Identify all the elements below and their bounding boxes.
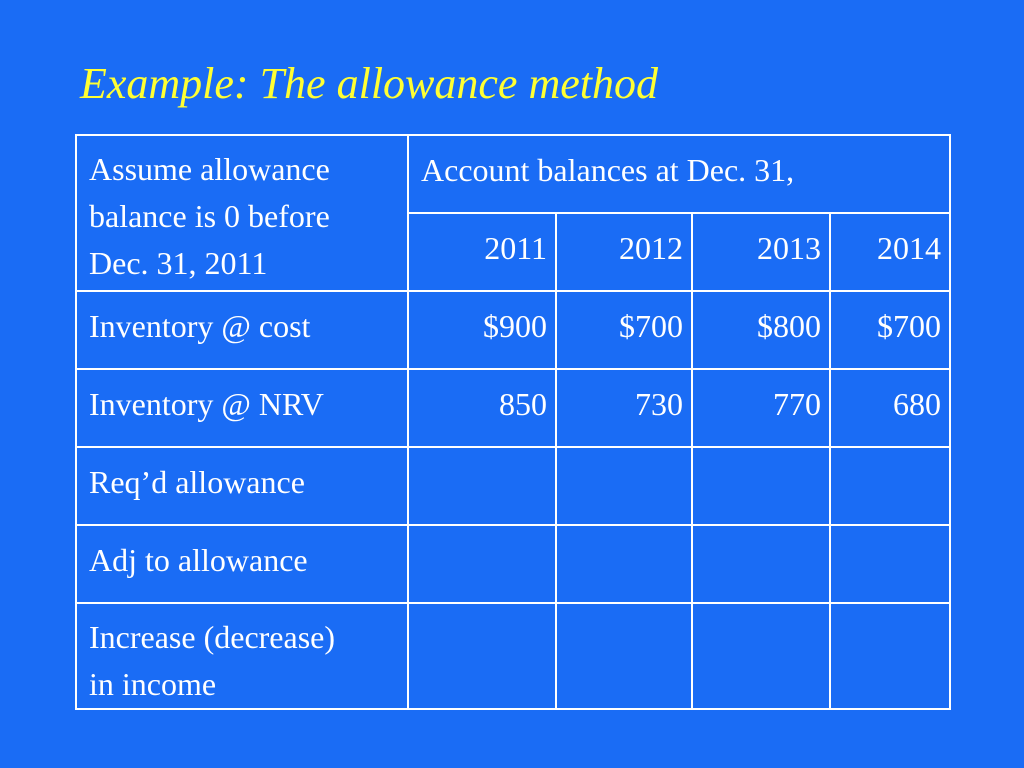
row-label: Req’d allowance [76,447,408,525]
row-label-line: Increase (decrease) [89,619,336,655]
table-cell [408,603,556,709]
row-label: Adj to allowance [76,525,408,603]
row-label: Inventory @ cost [76,291,408,369]
table-cell [830,525,950,603]
row-label: Inventory @ NRV [76,369,408,447]
year-header: 2013 [692,213,830,291]
table-cell: 730 [556,369,692,447]
account-balances-header: Account balances at Dec. 31, [408,135,950,213]
table-cell [692,525,830,603]
year-header: 2011 [408,213,556,291]
table-cell [408,525,556,603]
table-cell: $700 [830,291,950,369]
row-label [76,603,408,709]
corner-line: balance is 0 before [89,198,330,234]
corner-line: Dec. 31, 2011 [89,245,268,281]
slide-title: Example: The allowance method [80,59,658,108]
table-cell [556,525,692,603]
table-cell [408,447,556,525]
table-cell: 680 [830,369,950,447]
table-cell [830,603,950,709]
table-cell [692,447,830,525]
table-cell: $900 [408,291,556,369]
table-row [76,369,950,447]
table-cell [556,603,692,709]
year-header: 2014 [830,213,950,291]
table-cell: $800 [692,291,830,369]
row-label-line: in income [89,666,217,702]
table-row [76,603,950,709]
table-row [76,447,950,525]
table-cell: $700 [556,291,692,369]
table-row [76,525,950,603]
year-header: 2012 [556,213,692,291]
table-cell [556,447,692,525]
table-cell [830,447,950,525]
allowance-table [75,134,951,710]
table-cell: 770 [692,369,830,447]
table-cell [692,603,830,709]
corner-line: Assume allowance [89,151,330,187]
corner-cell [76,135,408,291]
table-header-row [76,135,950,213]
table-cell: 850 [408,369,556,447]
table-row [76,291,950,369]
